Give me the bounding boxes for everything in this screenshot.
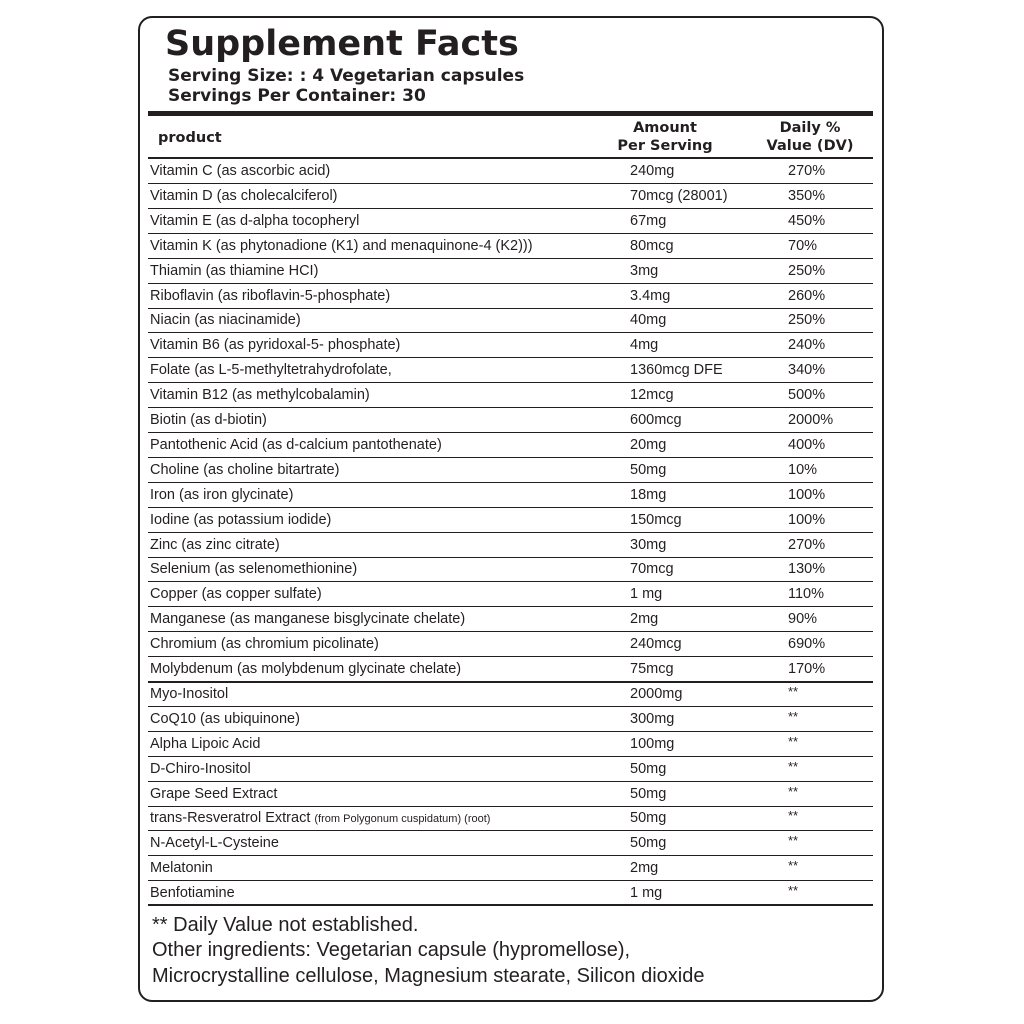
nutrient-name-text: Niacin (as niacinamide)	[150, 312, 301, 329]
nutrient-name-text: Riboflavin (as riboflavin-5-phosphate)	[150, 287, 391, 304]
nutrient-daily-value: 270%	[788, 163, 826, 179]
nutrient-name-text: Vitamin D (as cholecalciferol)	[150, 187, 338, 204]
nutrient-name	[150, 635, 379, 653]
nutrient-name-text: Selenium (as selenomethionine)	[150, 561, 358, 578]
nutrient-amount: 30mg	[630, 536, 667, 553]
nutrient-name-text: Vitamin B6 (as pyridoxal-5- phosphate)	[150, 337, 401, 354]
nutrient-name-text: Copper (as copper sulfate)	[150, 586, 322, 603]
table-row	[148, 433, 873, 458]
nutrient-name-note: (from Polygonum cuspidatum) (root)	[314, 813, 491, 826]
nutrient-amount: 40mg	[630, 312, 667, 329]
nutrient-name-text: Molybdenum (as molybdenum glycinate chelate)	[150, 661, 462, 677]
table-row	[148, 458, 873, 483]
nutrient-amount: 1 mg	[630, 885, 663, 902]
other-ingredients-line2: Microcrystalline cellulose, Magnesium stearate, Silicon dioxide	[152, 965, 705, 987]
nutrient-name	[150, 311, 301, 329]
nutrient-amount: 240mcg	[630, 636, 682, 653]
nutrient-name-text: Iron (as iron glycinate)	[150, 486, 294, 503]
nutrient-name	[150, 785, 277, 803]
table-row	[148, 159, 873, 184]
table-row	[148, 533, 873, 558]
nutrient-name-text: CoQ10 (as ubiquinone)	[150, 710, 300, 727]
nutrient-amount: 80mcg	[630, 237, 674, 254]
nutrient-daily-value: 100%	[788, 511, 826, 528]
table-row	[148, 234, 873, 259]
nutrient-daily-value: 270%	[788, 536, 826, 553]
table-row	[148, 682, 873, 707]
nutrient-daily-value: 240%	[788, 337, 826, 354]
nutrient-daily-value: 110%	[788, 586, 825, 603]
nutrient-name	[150, 361, 392, 379]
table-row	[148, 284, 873, 309]
nutrient-amount: 12mcg	[630, 387, 674, 404]
serving-size-value: : 4 Vegetarian capsules	[299, 66, 525, 86]
other-ingredients-line1: Other ingredients: Vegetarian capsule (hypromellose),	[152, 939, 631, 961]
serving-size-label: Serving Size:	[168, 66, 294, 86]
nutrient-daily-value: **	[788, 858, 799, 874]
nutrient-name-text: Chromium (as chromium picolinate)	[150, 636, 379, 653]
nutrient-name	[150, 187, 338, 205]
nutrient-daily-value: 340%	[788, 362, 826, 379]
nutrient-amount: 70mcg	[630, 561, 674, 578]
nutrient-name	[150, 511, 331, 529]
nutrient-name	[150, 560, 357, 578]
nutrient-daily-value: **	[788, 833, 799, 849]
nutrient-name-text: Choline (as choline bitartrate)	[150, 461, 340, 478]
nutrient-daily-value: 2000%	[788, 412, 834, 428]
table-row	[148, 856, 873, 881]
header-thick-divider	[148, 111, 873, 116]
nutrient-name	[150, 735, 260, 753]
nutrient-daily-value: 90%	[788, 611, 818, 628]
table-row	[148, 607, 873, 632]
column-header-dv-line1: Daily %	[779, 120, 841, 136]
nutrient-name	[150, 760, 251, 778]
table-row	[148, 408, 873, 433]
nutrient-name	[150, 411, 267, 429]
nutrient-name	[150, 859, 213, 877]
nutrient-daily-value: 450%	[788, 212, 826, 229]
table-row	[148, 831, 873, 856]
nutrient-name-text: trans-Resveratrol Extract	[150, 810, 311, 827]
nutrient-name	[150, 436, 442, 454]
nutrient-name	[150, 610, 465, 628]
nutrient-daily-value: 70%	[788, 237, 818, 254]
nutrient-daily-value: **	[788, 783, 799, 799]
table-row	[148, 707, 873, 732]
nutrient-name-text: Thiamin (as thiamine HCI)	[150, 262, 319, 279]
nutrient-name	[150, 585, 322, 603]
nutrient-name	[150, 809, 490, 828]
table-row	[148, 557, 873, 582]
nutrient-name	[150, 287, 390, 305]
nutrient-amount: 600mcg	[630, 412, 682, 428]
nutrient-name	[150, 536, 280, 554]
nutrient-amount: 4mg	[630, 337, 659, 354]
nutrient-name-text: Benfotiamine	[150, 885, 235, 902]
servings-per-container-label: Servings Per Container:	[168, 86, 397, 106]
nutrient-amount: 67mg	[630, 212, 667, 229]
row-divider	[148, 904, 873, 906]
dv-not-established-note: ** Daily Value not established.	[152, 914, 419, 936]
nutrient-name-text: Vitamin C (as ascorbic acid)	[150, 163, 331, 179]
nutrient-name	[150, 237, 533, 255]
column-header-dv-line2: Value (DV)	[766, 138, 854, 154]
nutrient-amount: 100mg	[630, 735, 675, 752]
column-header-daily-value	[757, 119, 863, 155]
table-row	[148, 259, 873, 284]
nutrient-daily-value: **	[788, 883, 799, 899]
table-row	[148, 209, 873, 234]
nutrient-amount: 2mg	[630, 860, 659, 877]
table-row	[148, 333, 873, 358]
nutrient-amount: 70mcg (28001)	[630, 187, 728, 204]
nutrient-name-text: Folate (as L-5-methyltetrahydrofolate,	[150, 362, 392, 379]
nutrient-name-text: Grape Seed Extract	[150, 785, 278, 802]
nutrient-name	[150, 710, 300, 728]
nutrient-amount: 18mg	[630, 486, 667, 503]
table-row	[148, 757, 873, 782]
nutrient-daily-value: 250%	[788, 262, 826, 279]
column-header-amount	[610, 119, 720, 155]
nutrient-name	[150, 162, 330, 180]
nutrient-amount: 150mcg	[630, 511, 682, 528]
nutrient-name-text: Zinc (as zinc citrate)	[150, 536, 280, 553]
table-row	[148, 383, 873, 408]
column-header-product: product	[158, 130, 222, 146]
table-row	[148, 782, 873, 807]
nutrient-daily-value: 250%	[788, 312, 826, 329]
nutrient-name-text: Alpha Lipoic Acid	[150, 735, 261, 752]
nutrient-daily-value: 260%	[788, 287, 826, 304]
nutrient-amount: 50mg	[630, 785, 667, 802]
nutrient-name-text: D-Chiro-Inositol	[150, 760, 251, 777]
nutrient-name	[150, 212, 359, 230]
nutrient-amount: 50mg	[630, 810, 667, 827]
table-row	[148, 632, 873, 657]
nutrient-name-text: Biotin (as d-biotin)	[150, 412, 267, 428]
table-row	[148, 308, 873, 333]
column-header-amount-line2: Per Serving	[617, 138, 713, 154]
table-row	[148, 184, 873, 209]
column-header-amount-line1: Amount	[633, 120, 697, 136]
nutrient-amount: 2000mg	[630, 685, 683, 702]
nutrient-amount: 50mg	[630, 835, 667, 852]
nutrient-daily-value: 100%	[788, 486, 826, 503]
table-row	[148, 358, 873, 383]
table-row	[148, 582, 873, 607]
nutrient-amount: 20mg	[630, 436, 667, 453]
nutrient-amount: 75mcg	[630, 661, 674, 677]
servings-per-container	[168, 86, 426, 106]
nutrient-daily-value: 130%	[788, 561, 826, 578]
nutrient-name-text: Melatonin	[150, 860, 213, 877]
table-row	[148, 657, 873, 682]
nutrient-name	[150, 685, 228, 703]
nutrient-name	[150, 336, 400, 354]
nutrient-daily-value: **	[788, 733, 799, 749]
label-title: Supplement Facts	[165, 24, 519, 64]
nutrient-amount: 3mg	[630, 262, 659, 279]
nutrient-amount: 240mg	[630, 163, 675, 179]
servings-per-container-value: 30	[402, 86, 426, 106]
nutrient-name-text: Manganese (as manganese bisglycinate chelate)	[150, 611, 466, 628]
nutrient-name-text: Pantothenic Acid (as d-calcium pantothenate)	[150, 436, 442, 453]
nutrient-daily-value: 170%	[788, 661, 826, 677]
nutrient-daily-value: 350%	[788, 187, 826, 204]
nutrient-name-text: Myo-Inositol	[150, 685, 229, 702]
nutrient-name	[150, 834, 279, 852]
nutrient-name	[150, 486, 293, 504]
nutrient-name-text: Vitamin E (as d-alpha tocopheryl	[150, 212, 360, 229]
nutrient-amount: 50mg	[630, 760, 667, 777]
nutrient-daily-value: **	[788, 683, 799, 699]
table-row	[148, 881, 873, 906]
nutrient-name-text: N-Acetyl-L-Cysteine	[150, 835, 279, 852]
nutrient-daily-value: 690%	[788, 636, 826, 653]
nutrient-amount: 2mg	[630, 611, 659, 628]
table-row	[148, 483, 873, 508]
nutrient-amount: 3.4mg	[630, 287, 671, 304]
nutrient-name	[150, 660, 461, 678]
nutrient-name-text: Iodine (as potassium iodide)	[150, 511, 332, 528]
nutrient-name-text: Vitamin K (as phytonadione (K1) and menaquinone-4 (K2)))	[150, 237, 533, 254]
table-row	[148, 732, 873, 757]
nutrient-daily-value: 400%	[788, 436, 826, 453]
nutrient-name	[150, 262, 318, 280]
table-row	[148, 508, 873, 533]
nutrient-name	[150, 884, 235, 902]
nutrient-name	[150, 386, 370, 404]
table-row	[148, 806, 873, 831]
nutrient-amount: 1 mg	[630, 586, 663, 603]
nutrient-name-text: Vitamin B12 (as methylcobalamin)	[150, 387, 370, 404]
serving-size	[168, 66, 524, 86]
nutrient-daily-value: 10%	[788, 461, 818, 478]
nutrient-amount: 1360mcg DFE	[630, 362, 723, 379]
nutrient-daily-value: **	[788, 708, 799, 724]
nutrient-amount: 300mg	[630, 710, 675, 727]
nutrient-amount: 50mg	[630, 461, 667, 478]
nutrient-daily-value: 500%	[788, 387, 826, 404]
nutrient-daily-value: **	[788, 808, 799, 824]
nutrient-name	[150, 461, 339, 479]
nutrient-daily-value: **	[788, 758, 799, 774]
